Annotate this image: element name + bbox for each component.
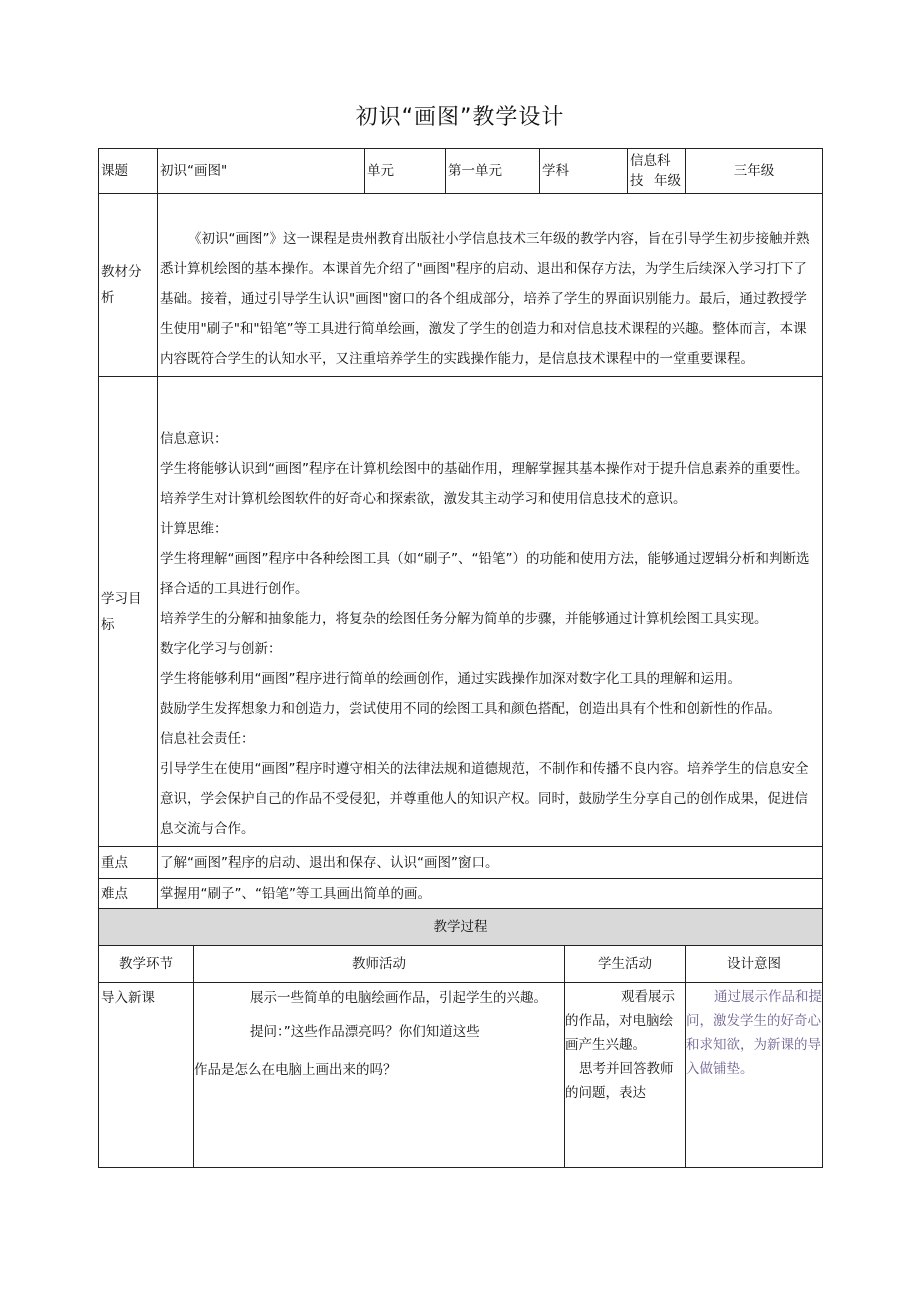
objective-text: 学生将能够认识到“画图”程序在计算机绘图中的基础作用，理解掌握其基本操作对于提升信息素养的重要性。 bbox=[160, 461, 809, 477]
lesson-plan-table bbox=[98, 148, 823, 1168]
process-header-teacher: 教师活动 bbox=[194, 946, 565, 983]
key-point-text: 了解“画图”程序的启动、退出和保存、认识“画图”窗口。 bbox=[158, 847, 823, 879]
objectives-row bbox=[99, 377, 823, 847]
process-row-intro bbox=[99, 983, 823, 1168]
analysis-cell bbox=[158, 194, 823, 377]
page-title: 初识“画图”教学设计 bbox=[355, 105, 565, 130]
process-header-stage: 教学环节 bbox=[99, 946, 194, 983]
analysis-text: 《初识“画图”》这一课程是贵州教育出版社小学信息技术三年级的教学内容，旨在引导学生初步接触并熟悉计算机绘图的基本操作。本课首先介绍了"画图"程序的启动、退出和保存方法，为学生后续深入学习打下了基础。接着，通过引导学生认识"画图"窗口的各个组成部分，培养了学生的界面识别能力。最后，通过教授学生使用"刷子"和"铅笔”等工具进行简单绘画，激发了学生的创造力和对信息技术课程的兴趣。整体而言，本课内容既符合学生的认知水平，又注重培养学生的实践操作能力，是信息技术课程中的一堂重要课程。 bbox=[160, 231, 810, 367]
student-activity-1: 观看展示的作品，对电脑绘画产生兴趣。 bbox=[565, 989, 676, 1053]
process-design bbox=[686, 983, 823, 1168]
teacher-activity-2: 提问：”这些作品漂亮吗？你们知道这些 bbox=[250, 1024, 480, 1040]
difficulty-text: 掌握用“刷子”、“铅笔”等工具画出简单的画。 bbox=[158, 879, 823, 909]
objective-text: 引导学生在使用“画图”程序时遵守相关的法律法规和道德规范，不制作和传播不良内容。培养学生的信息安全意识，学会保护自己的作品不受侵犯，并尊重他人的知识产权。同时，鼓励学生分享自己的创作成果，促进信息交流与合作。 bbox=[160, 761, 809, 837]
objective-text: 培养学生的分解和抽象能力，将复杂的绘图任务分解为简单的步骤，并能够通过计算机绘图工具实现。 bbox=[160, 611, 768, 627]
subject-value-text: 信息科技 bbox=[630, 153, 671, 189]
subject-value bbox=[628, 149, 686, 194]
objectives-label bbox=[99, 377, 158, 847]
student-activity-2: 思考并回答教师的问题，表达 bbox=[565, 1061, 674, 1101]
subject-label: 学科 bbox=[540, 149, 628, 194]
difficulty-row bbox=[99, 879, 823, 909]
grade-label: 年级 bbox=[654, 173, 682, 189]
objective-heading-info-awareness: 信息意识： bbox=[160, 431, 228, 447]
objectives-cell bbox=[158, 377, 823, 847]
teacher-activity-3: 作品是怎么在电脑上画出来的吗？ bbox=[194, 1062, 397, 1078]
process-teacher bbox=[194, 983, 565, 1168]
teacher-activity-1: 展示一些简单的电脑绘画作品，引起学生的兴趣。 bbox=[250, 990, 547, 1006]
objectives-label-line-2: 标 bbox=[101, 616, 115, 633]
objective-text: 培养学生对计算机绘图软件的好奇心和探索欲，激发其主动学习和使用信息技术的意识。 bbox=[160, 491, 687, 507]
process-header-design: 设计意图 bbox=[686, 946, 823, 983]
info-row bbox=[99, 149, 823, 194]
course-value: 初识“画图" bbox=[158, 149, 365, 194]
analysis-label bbox=[99, 194, 158, 377]
process-title: 教学过程 bbox=[99, 909, 823, 946]
objectives-label-line-1: 学习目 bbox=[101, 590, 142, 607]
grade-value: 三年级 bbox=[686, 149, 823, 194]
process-header-row bbox=[99, 946, 823, 983]
analysis-label-line-1: 教材分 bbox=[101, 264, 142, 280]
process-student bbox=[565, 983, 686, 1168]
design-intent: 通过展示作品和提问，激发学生的好奇心和求知欲，为新课的导入做铺垫。 bbox=[686, 989, 823, 1077]
objective-text: 鼓励学生发挥想象力和创造力，尝试使用不同的绘图工具和颜色搭配，创造出具有个性和创新性的作品。 bbox=[160, 701, 781, 717]
analysis-row bbox=[99, 194, 823, 377]
objective-text: 学生将理解“画图”程序中各种绘图工具（如“刷子”、“铅笔”）的功能和使用方法，能够通过逻辑分析和判断选择合适的工具进行创作。 bbox=[160, 551, 810, 597]
analysis-label-line-2: 析 bbox=[101, 290, 115, 306]
key-point-row bbox=[99, 847, 823, 879]
key-point-label: 重点 bbox=[99, 847, 158, 879]
process-title-row bbox=[99, 909, 823, 946]
objective-heading-digital-learning: 数字化学习与创新： bbox=[160, 641, 282, 657]
objective-heading-computational-thinking: 计算思维： bbox=[160, 521, 228, 537]
objective-text: 学生将能够利用“画图”程序进行简单的绘画创作，通过实践操作加深对数字化工具的理解和运用。 bbox=[160, 671, 741, 687]
difficulty-label: 难点 bbox=[99, 879, 158, 909]
course-label: 课题 bbox=[99, 149, 158, 194]
process-stage: 导入新课 bbox=[99, 983, 194, 1168]
objective-heading-social-responsibility: 信息社会责任： bbox=[160, 731, 255, 747]
unit-value: 第一单元 bbox=[446, 149, 540, 194]
process-header-student: 学生活动 bbox=[565, 946, 686, 983]
unit-label: 单元 bbox=[365, 149, 446, 194]
